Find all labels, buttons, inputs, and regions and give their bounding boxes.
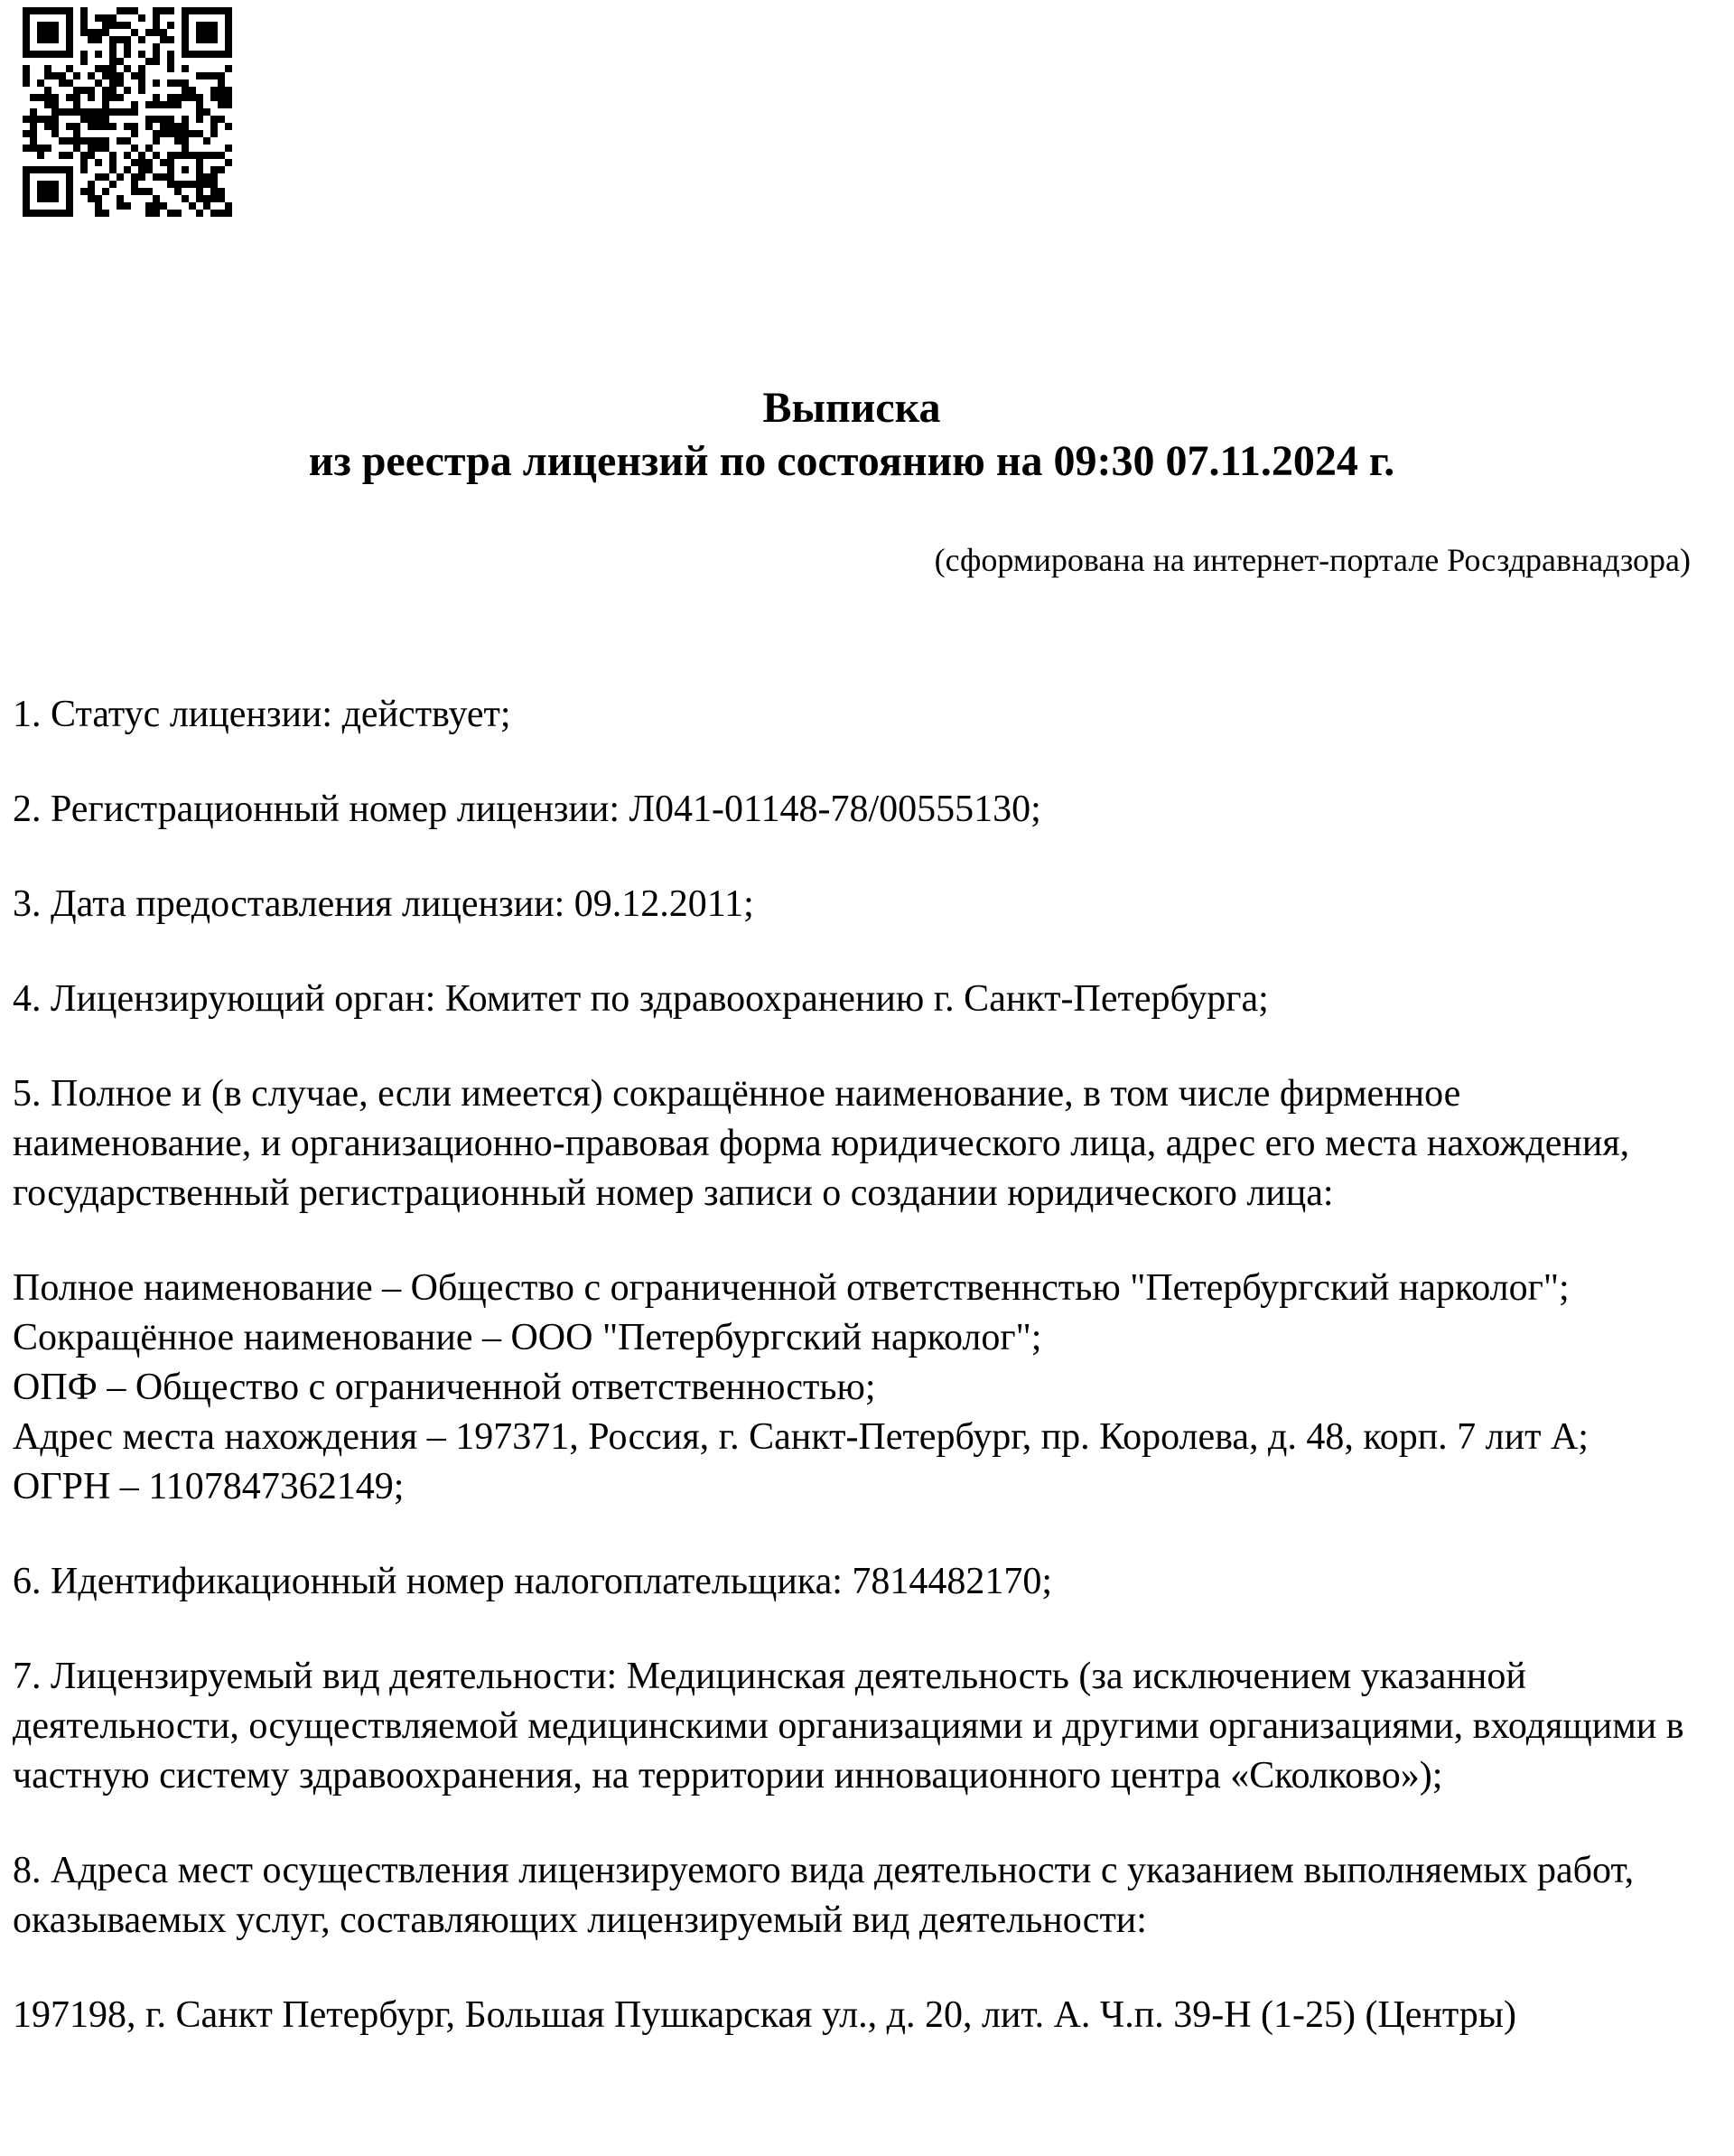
generated-note: (сформирована на интернет-портале Росздравнадзора) xyxy=(934,542,1691,578)
inn-line: 6. Идентификационный номер налогоплательщика: 7814482170; xyxy=(13,1561,1053,1602)
addresses-intro-paragraph: 8. Адреса мест осуществления лицензируемого вида деятельности с указанием выполняемых работ, оказываемых услуг, составляющих лицензируемый вид деятельности: xyxy=(13,1850,1635,1941)
document-title-line2: из реестра лицензий по состоянию на 09:30 07.11.2024 г. xyxy=(308,437,1395,485)
license-date-line: 3. Дата предоставления лицензии: 09.12.2011; xyxy=(13,883,754,925)
licensing-authority-line: 4. Лицензирующий орган: Комитет по здравоохранению г. Санкт-Петербурга; xyxy=(13,978,1269,1020)
activity-type-paragraph: 7. Лицензируемый вид деятельности: Медицинская деятельность (за исключением указанной деятельности, осуществляемой медицинскими организациями и другими организациями, входящими в частную систему здравоохранения, на территории инновационного центра «Сколково»); xyxy=(13,1656,1684,1797)
company-address-line: Адрес места нахождения – 197371, Россия, г. Санкт-Петербург, пр. Королева, д. 48, корп. 7 лит А; xyxy=(13,1416,1589,1458)
ogrn-line: ОГРН – 1107847362149; xyxy=(13,1466,405,1507)
opf-line: ОПФ – Общество с ограниченной ответственностью; xyxy=(13,1367,876,1408)
document-title-line1: Выписка xyxy=(762,384,941,432)
company-details-block xyxy=(13,1264,1691,1512)
license-status-line: 1. Статус лицензии: действует; xyxy=(13,694,511,735)
names-intro-paragraph: 5. Полное и (в случае, если имеется) сокращённое наименование, в том числе фирменное наименование, и организационно-правовая форма юридического лица, адрес его места нахождения, государственный регистрационный номер записи о создании юридического лица: xyxy=(13,1073,1630,1214)
activity-address-line: 197198, г. Санкт Петербург, Большая Пушкарская ул., д. 20, лит. А. Ч.п. 39-Н (1-25) (Центры) xyxy=(13,1994,1516,2036)
qr-code-image xyxy=(23,7,232,217)
registration-number-line: 2. Регистрационный номер лицензии: Л041-01148-78/00555130; xyxy=(13,789,1041,830)
qr-code xyxy=(23,7,232,217)
full-name-line: Полное наименование – Общество с ограниченной ответственнстью "Петербургский нарколог"; xyxy=(13,1267,1570,1309)
short-name-line: Сокращённое наименование – ООО "Петербургский нарколог"; xyxy=(13,1317,1042,1358)
